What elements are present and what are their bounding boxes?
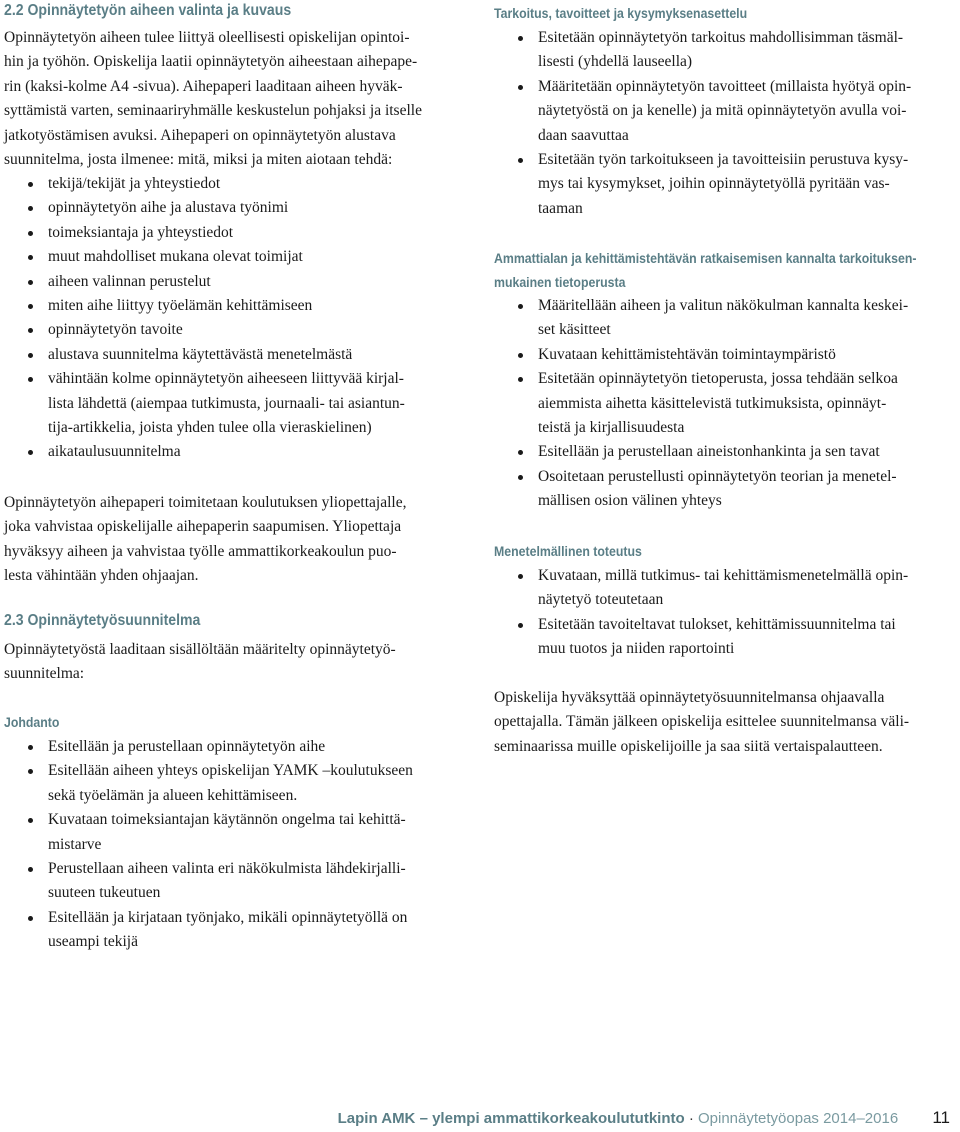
section-heading-2-3: 2.3 Opinnäytetyösuunnitelma xyxy=(4,612,201,629)
bullet-dot-icon xyxy=(28,206,33,211)
johdanto-bullet-list xyxy=(4,735,474,955)
list-item xyxy=(4,906,474,955)
tarkoitus-heading: Tarkoitus, tavoitteet ja kysymyksenasettelu xyxy=(494,5,748,21)
tarkoitus-bullet-list xyxy=(494,26,956,221)
aihepaperi-bullet-list xyxy=(4,172,474,465)
bullet-dot-icon xyxy=(28,450,33,455)
bullet-text: Kuvataan kehittämistehtävän toimintaympäristö xyxy=(538,345,836,363)
bullet-text: sekä työelämän ja alueen kehittämiseen. xyxy=(48,786,298,804)
list-item xyxy=(4,367,474,440)
list-item xyxy=(4,318,474,342)
paragraph-line: hyväksyy aiheen ja vahvistaa työlle ammattikorkeakoulun puo- xyxy=(4,542,397,560)
johdanto-heading: Johdanto xyxy=(4,714,60,730)
bullet-dot-icon xyxy=(28,280,33,285)
bullet-text: mällisen osion välinen yhteys xyxy=(538,492,722,510)
bullet-text: Esitellään ja perustellaan opinnäytetyön aihe xyxy=(48,738,326,755)
bullet-dot-icon xyxy=(518,304,523,309)
paragraph-line: jatkotyöstämisen avuksi. Aihepaperi on opinnäytetyön alustava xyxy=(4,126,396,144)
bullet-text: Esitetään opinnäytetyön tietoperusta, jossa tehdään selkoa xyxy=(538,370,898,388)
bullet-dot-icon xyxy=(28,304,33,309)
bullet-text: Määritellään aiheen ja valitun näkökulman kannalta keskei- xyxy=(538,297,909,314)
paragraph-line: Opinnäytetyöstä laaditaan sisällöltään määritelty opinnäytetyö- xyxy=(4,641,396,658)
bullet-dot-icon xyxy=(518,353,523,358)
bullet-text: Esitetään työn tarkoitukseen ja tavoitteisiin perustuva kysy- xyxy=(538,151,909,169)
plan-intro-paragraph xyxy=(4,638,474,687)
list-item xyxy=(494,613,956,662)
page-number: 11 xyxy=(932,1108,950,1127)
heading-line: Ammattialan ja kehittämistehtävän ratkaisemisen kannalta tarkoituksen- xyxy=(494,250,917,266)
paragraph-line: opettajalla. Tämän jälkeen opiskelija esittelee suunnitelmansa väli- xyxy=(494,713,910,731)
paragraph-line: lesta vähintään yhden ohjaajan. xyxy=(4,567,199,585)
bullet-text: teistä ja kirjallisuudesta xyxy=(538,419,685,437)
bullet-dot-icon xyxy=(28,867,33,872)
list-item xyxy=(4,245,474,269)
list-item xyxy=(4,440,474,464)
bullet-text: Esitellään ja perustellaan aineistonhankinta ja sen tavat xyxy=(538,443,880,461)
bullet-dot-icon xyxy=(518,36,523,41)
closing-paragraph xyxy=(494,686,956,759)
bullet-text: miten aihe liittyy työelämän kehittämiseen xyxy=(48,297,313,315)
bullet-text: Osoitetaan perustellusti opinnäytetyön teorian ja menetel- xyxy=(538,467,897,485)
list-item xyxy=(4,857,474,906)
bullet-text: mys tai kysymykset, joihin opinnäytetyöllä pyritään vas- xyxy=(538,175,890,193)
ammattiala-heading xyxy=(494,246,916,294)
list-item xyxy=(4,808,474,857)
ammattiala-bullet-list xyxy=(494,294,956,514)
footer-dash: – xyxy=(419,1110,428,1127)
bullet-text: vähintään kolme opinnäytetyön aiheeseen liittyvää kirjal- xyxy=(48,370,404,388)
bullet-text: Määritetään opinnäytetyön tavoitteet (millaista hyötyä opin- xyxy=(538,77,912,95)
bullet-text: muut mahdolliset mukana olevat toimijat xyxy=(48,248,303,266)
menetelma-heading: Menetelmällinen toteutus xyxy=(494,543,642,559)
list-item xyxy=(494,465,956,514)
footer-subtitle: ylempi ammattikorkeakoulututkinto xyxy=(432,1110,685,1127)
list-item xyxy=(4,343,474,367)
list-item xyxy=(4,221,474,245)
list-item xyxy=(494,367,956,440)
list-item xyxy=(4,735,474,759)
bullet-text: opinnäytetyön tavoite xyxy=(48,321,183,339)
bullet-text: taaman xyxy=(538,199,583,217)
bullet-dot-icon xyxy=(28,255,33,260)
bullet-text: set käsitteet xyxy=(538,321,611,339)
paragraph-line: seminaarissa muille opiskelijoille ja saa siitä vertaispalautteen. xyxy=(494,737,883,755)
bullet-text: alustava suunnitelma käytettävästä menetelmästä xyxy=(48,345,353,363)
list-item xyxy=(4,172,474,196)
intro-paragraph xyxy=(4,26,474,172)
bullet-text: näytetyöstä on ja kenelle) ja mitä opinnäytetyön avulla voi- xyxy=(538,102,907,120)
bullet-dot-icon xyxy=(518,377,523,382)
bullet-text: Esitellään aiheen yhteys opiskelijan YAMK –koulutukseen xyxy=(48,762,413,780)
heading-line: mukainen tietoperusta xyxy=(494,274,626,290)
list-item xyxy=(494,148,956,221)
bullet-text: lista lähdettä (aiempaa tutkimusta, journaali- tai asiantun- xyxy=(48,394,405,412)
bullet-dot-icon xyxy=(518,450,523,455)
bullet-dot-icon xyxy=(28,745,33,750)
approval-paragraph xyxy=(4,491,474,589)
bullet-dot-icon xyxy=(28,231,33,236)
bullet-text: toimeksiantaja ja yhteystiedot xyxy=(48,223,234,241)
list-item xyxy=(4,270,474,294)
page-footer xyxy=(338,1107,950,1130)
list-item xyxy=(4,196,474,220)
paragraph-line: Opinnäytetyön aihepaperi toimitetaan koulutuksen yliopettajalle, xyxy=(4,494,407,511)
bullet-text: tekijä/tekijät ja yhteystiedot xyxy=(48,175,221,192)
bullet-text: Esitetään tavoiteltavat tulokset, kehittämissuunnitelma tai xyxy=(538,615,896,633)
bullet-text: lisesti (yhdellä lauseella) xyxy=(538,53,693,71)
paragraph-line: rin (kaksi-kolme A4 -sivua). Aihepaperi laaditaan aiheen hyväk- xyxy=(4,77,403,95)
bullet-text: näytetyö toteutetaan xyxy=(538,591,664,609)
list-item xyxy=(494,26,956,75)
list-item xyxy=(4,759,474,808)
paragraph-line: Opiskelija hyväksyttää opinnäytetyösuunnitelmansa ohjaavalla xyxy=(494,689,885,706)
bullet-text: daan saavuttaa xyxy=(538,126,629,144)
paragraph-line: joka vahvistaa opiskelijalle aihepaperin saapumisen. Yliopettaja xyxy=(4,518,402,536)
bullet-dot-icon xyxy=(28,353,33,358)
paragraph-line: hin ja työhön. Opiskelija laatii opinnäytetyön aiheestaan aihepape- xyxy=(4,53,418,71)
bullet-text: aiheen valinnan perustelut xyxy=(48,272,211,290)
list-item xyxy=(494,294,956,343)
bullet-dot-icon xyxy=(518,85,523,90)
paragraph-line: Opinnäytetyön aiheen tulee liittyä oleellisesti opiskelijan opintoi- xyxy=(4,29,410,46)
bullet-dot-icon xyxy=(518,623,523,628)
bullet-dot-icon xyxy=(28,377,33,382)
paragraph-line: syttämistä varten, seminaariryhmälle keskustelun pohjaksi ja itselle xyxy=(4,102,422,120)
bullet-text: Kuvataan, millä tutkimus- tai kehittämismenetelmällä opin- xyxy=(538,567,909,584)
list-item xyxy=(494,440,956,464)
list-item xyxy=(494,343,956,367)
bullet-text: Esitellään ja kirjataan työnjako, mikäli opinnäytetyöllä on xyxy=(48,908,408,926)
footer-separator: · xyxy=(688,1110,694,1127)
bullet-text: Perustellaan aiheen valinta eri näkökulmista lähdekirjalli- xyxy=(48,860,406,878)
bullet-dot-icon xyxy=(28,328,33,333)
paragraph-line: suunnitelma: xyxy=(4,665,85,683)
bullet-dot-icon xyxy=(28,769,33,774)
bullet-text: useampi tekijä xyxy=(48,933,138,951)
bullet-text: Esitetään opinnäytetyön tarkoitus mahdollisimman täsmäl- xyxy=(538,29,904,46)
bullet-text: tija-artikkelia, joista yhden tulee olla vieraskielinen) xyxy=(48,419,372,437)
bullet-dot-icon xyxy=(518,158,523,163)
bullet-dot-icon xyxy=(518,475,523,480)
paragraph-line: suunnitelma, josta ilmenee: mitä, miksi ja miten aiotaan tehdä: xyxy=(4,151,393,169)
menetelma-bullet-list xyxy=(494,564,956,662)
bullet-text: opinnäytetyön aihe ja alustava työnimi xyxy=(48,199,289,217)
bullet-text: suuteen tukeutuen xyxy=(48,884,161,902)
bullet-text: aikataulusuunnitelma xyxy=(48,443,181,461)
bullet-dot-icon xyxy=(28,182,33,187)
bullet-text: Kuvataan toimeksiantajan käytännön ongelma tai kehittä- xyxy=(48,811,406,829)
list-item xyxy=(494,564,956,613)
bullet-text: mistarve xyxy=(48,835,102,853)
section-heading-2-2: 2.2 Opinnäytetyön aiheen valinta ja kuvaus xyxy=(4,2,292,19)
bullet-text: aiemmista aihetta käsittelevistä tutkimuksista, opinnäyt- xyxy=(538,394,887,412)
footer-org: Lapin AMK xyxy=(337,1110,416,1127)
list-item xyxy=(4,294,474,318)
bullet-dot-icon xyxy=(518,574,523,579)
bullet-dot-icon xyxy=(28,916,33,921)
bullet-text: muu tuotos ja niiden raportointi xyxy=(538,640,735,658)
list-item xyxy=(494,75,956,148)
footer-guide-title: Opinnäytetyöopas 2014–2016 xyxy=(698,1110,899,1127)
bullet-dot-icon xyxy=(28,818,33,823)
